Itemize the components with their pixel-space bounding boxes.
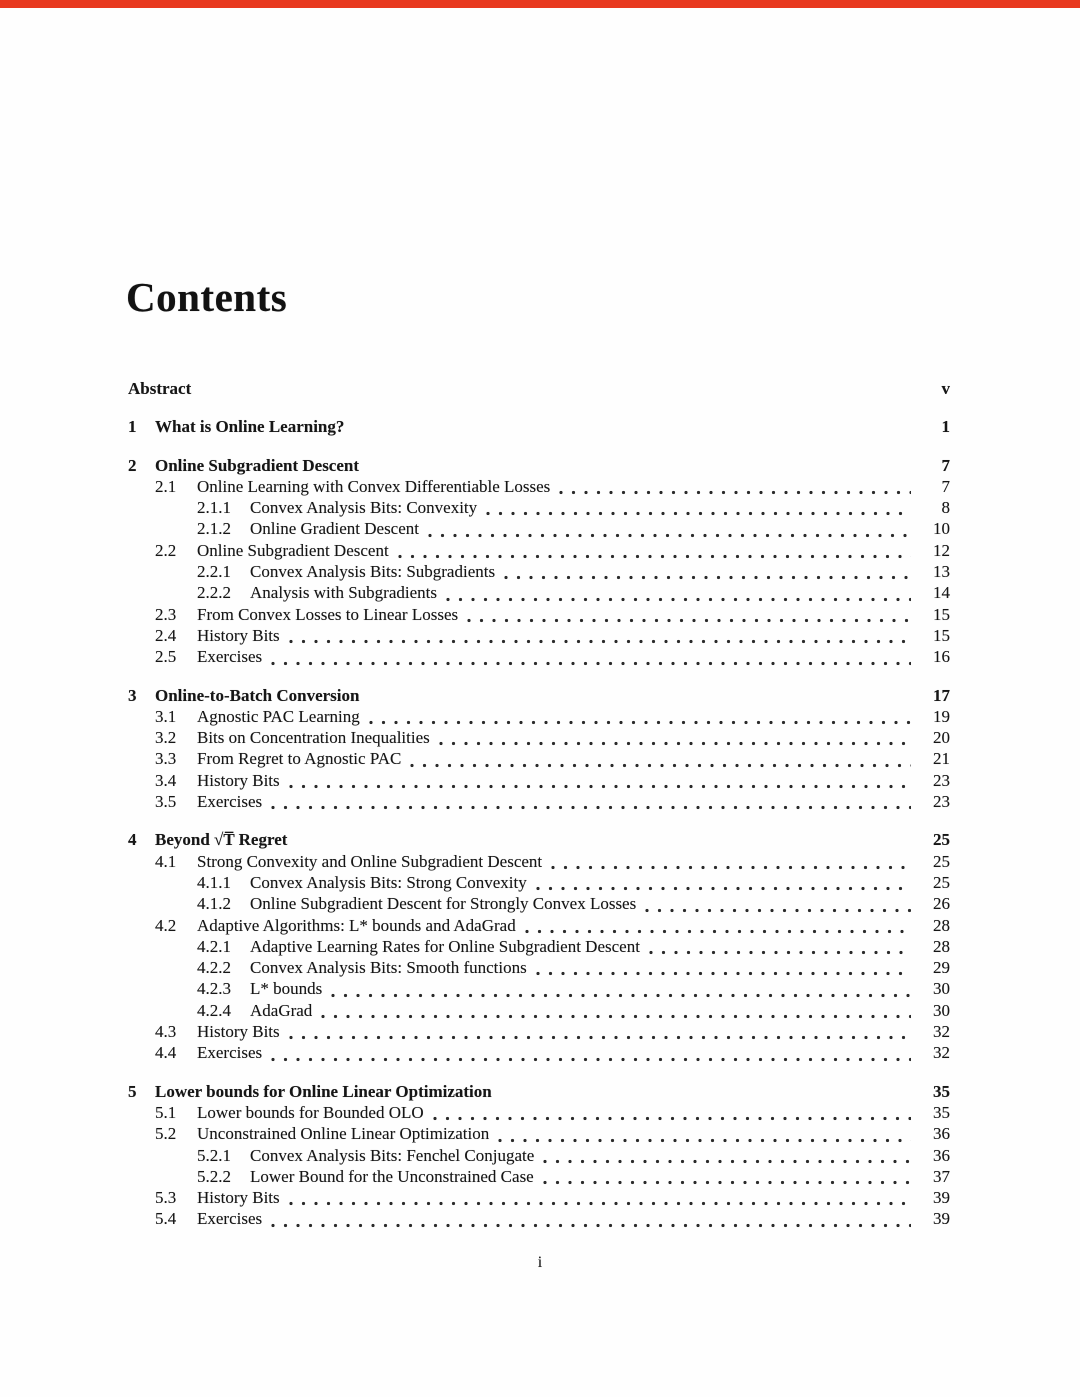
toc-entry-number: 4: [128, 830, 137, 850]
toc-entry-page: 15: [933, 604, 950, 624]
toc-entry-page: 13: [933, 562, 950, 582]
toc-entry-title: History Bits: [197, 625, 280, 645]
toc-row: [128, 958, 950, 979]
toc-entry-page: 19: [933, 706, 950, 726]
dot-leader: [501, 1095, 911, 1100]
dot-leader: [331, 993, 911, 998]
toc-entry-number: 2.3: [155, 604, 177, 624]
toc-entry-page: 14: [933, 583, 950, 603]
toc-entry-page: v: [941, 379, 950, 398]
toc-entry-page: 8: [941, 498, 950, 518]
toc-entry-title: Adaptive Learning Rates for Online Subgradient Descent: [250, 936, 640, 956]
toc-entry-number: 2.1: [155, 476, 177, 496]
toc-entry-number: 2: [128, 455, 137, 475]
toc-entry-title: Abstract: [128, 379, 192, 398]
toc-entry-page: 30: [933, 1000, 950, 1020]
dot-leader: [645, 908, 911, 913]
toc-row: [128, 830, 950, 851]
toc-entry-page: 7: [941, 455, 950, 475]
toc-entry-page: 23: [933, 792, 950, 812]
toc-entry-title: Agnostic PAC Learning: [197, 706, 360, 726]
toc-entry-page: 21: [933, 749, 950, 769]
toc-entry-page: 25: [933, 872, 950, 892]
toc-row: [128, 647, 950, 668]
dot-leader: [559, 490, 911, 495]
toc-entry-number: 4.2.2: [197, 958, 231, 978]
toc-entry-title: Online Subgradient Descent: [197, 540, 389, 560]
toc-entry-title: L* bounds: [250, 979, 323, 999]
dot-leader: [271, 1057, 911, 1062]
toc-entry-number: 4.2.3: [197, 979, 231, 999]
toc-entry-page: 20: [933, 728, 950, 748]
toc-row: [128, 852, 950, 873]
toc-row: [128, 1124, 950, 1145]
toc-entry-number: 3: [128, 685, 137, 705]
toc-row: [128, 1146, 950, 1167]
toc-entry-page: 25: [933, 830, 950, 850]
dot-leader: [486, 511, 911, 516]
dot-leader: [200, 392, 911, 397]
toc-row: [128, 1022, 950, 1043]
toc-entry-title: Online-to-Batch Conversion: [155, 685, 360, 705]
toc-row: [128, 417, 950, 438]
dot-leader: [536, 971, 911, 976]
toc-entry-page: 35: [933, 1102, 950, 1122]
toc-entry-title: Adaptive Algorithms: L* bounds and AdaGrad: [197, 915, 516, 935]
toc-row: [128, 749, 950, 770]
toc-row: [128, 583, 950, 604]
toc-entry-title: Convex Analysis Bits: Smooth functions: [250, 958, 527, 978]
toc-entry-page: 39: [933, 1209, 950, 1229]
toc-entry-page: 29: [933, 958, 950, 978]
dot-leader: [369, 720, 911, 725]
dot-leader: [543, 1180, 911, 1185]
toc-row: [128, 379, 950, 400]
toc-row: [128, 1209, 950, 1230]
toc-entry-title: Analysis with Subgradients: [250, 583, 437, 603]
toc-entry-number: 3.1: [155, 706, 177, 726]
toc-entry-number: 1: [128, 417, 137, 437]
toc-entry-page: 28: [933, 936, 950, 956]
dot-leader: [504, 575, 911, 580]
toc-entry-title: Convex Analysis Bits: Strong Convexity: [250, 872, 527, 892]
toc-entry-number: 2.1.1: [197, 498, 231, 518]
toc-entry-number: 5.3: [155, 1188, 177, 1208]
toc-row: [128, 477, 950, 498]
toc-entry-title: Beyond √T̅ Regret: [155, 830, 288, 850]
dot-leader: [433, 1116, 911, 1121]
toc-row: [128, 894, 950, 915]
toc-row: [128, 686, 950, 707]
toc-entry-number: 4.2.4: [197, 1000, 231, 1020]
dot-leader: [353, 431, 911, 436]
toc-entry-title: Bits on Concentration Inequalities: [197, 728, 430, 748]
toc-row: [128, 873, 950, 894]
toc-entry-title: From Regret to Agnostic PAC: [197, 749, 402, 769]
toc-entry-title: Unconstrained Online Linear Optimization: [197, 1124, 490, 1144]
toc-entry-page: 36: [933, 1124, 950, 1144]
toc-row: [128, 707, 950, 728]
toc-row: [128, 1188, 950, 1209]
toc-row: [128, 605, 950, 626]
toc-entry-page: 1: [941, 417, 950, 437]
dot-leader: [296, 844, 911, 849]
footer-page-number: i: [537, 1254, 543, 1271]
toc-entry-number: 2.2: [155, 540, 177, 560]
dot-leader: [525, 929, 911, 934]
dot-leader: [439, 741, 911, 746]
toc-entry-page: 37: [933, 1166, 950, 1186]
toc-entry-title: Convex Analysis Bits: Fenchel Conjugate: [250, 1145, 535, 1165]
toc-entry-number: 5.2.2: [197, 1166, 231, 1186]
toc-entry-number: 4.4: [155, 1043, 177, 1063]
toc-entry-page: 17: [933, 685, 950, 705]
toc-entry-number: 2.2.1: [197, 562, 231, 582]
toc-row: [128, 916, 950, 937]
dot-leader: [649, 950, 911, 955]
toc-row: [128, 1167, 950, 1188]
toc-entry-title: Online Subgradient Descent for Strongly Convex Losses: [250, 894, 637, 914]
toc-entry-title: Lower bounds for Online Linear Optimization: [155, 1081, 492, 1101]
toc-entry-page: 39: [933, 1188, 950, 1208]
toc-entry-title: Lower bounds for Bounded OLO: [197, 1102, 424, 1122]
dot-leader: [368, 469, 911, 474]
toc-entry-number: 3.4: [155, 770, 177, 790]
toc-entry-number: 3.5: [155, 792, 177, 812]
dot-leader: [536, 886, 911, 891]
toc-entry-number: 2.2.2: [197, 583, 231, 603]
dot-leader: [398, 554, 911, 559]
top-accent-bar: [0, 0, 1080, 8]
toc-row: [128, 541, 950, 562]
toc-row: [128, 792, 950, 813]
toc-row: [128, 979, 950, 1000]
dot-leader: [543, 1159, 911, 1164]
toc-entry-page: 25: [933, 851, 950, 871]
toc-entry-page: 10: [933, 519, 950, 539]
toc-entry-title: History Bits: [197, 1188, 280, 1208]
toc-entry-number: 4.2: [155, 915, 177, 935]
toc-entry-number: 5.2: [155, 1124, 177, 1144]
toc-entry-page: 12: [933, 540, 950, 560]
dot-leader: [271, 1223, 911, 1228]
toc-entry-number: 4.3: [155, 1022, 177, 1042]
toc-entry-title: History Bits: [197, 770, 280, 790]
toc-entry-number: 3.3: [155, 749, 177, 769]
toc-entry-page: 28: [933, 915, 950, 935]
toc-entry-page: 35: [933, 1081, 950, 1101]
dot-leader: [271, 805, 911, 810]
dot-leader: [271, 661, 911, 666]
toc-entry-title: Strong Convexity and Online Subgradient Descent: [197, 851, 543, 871]
toc-entry-title: Online Gradient Descent: [250, 519, 419, 539]
toc-row: [128, 728, 950, 749]
toc-row: [128, 771, 950, 792]
toc-entry-number: 2.5: [155, 647, 177, 667]
toc-row: [128, 1103, 950, 1124]
toc-entry-page: 7: [941, 476, 950, 496]
dot-leader: [551, 865, 911, 870]
toc-entry-page: 23: [933, 770, 950, 790]
toc-row: [128, 1043, 950, 1064]
toc-entry-title: What is Online Learning?: [155, 417, 345, 437]
toc-entry-page: 36: [933, 1145, 950, 1165]
dot-leader: [289, 1201, 911, 1206]
toc-entry-title: Lower Bound for the Unconstrained Case: [250, 1166, 534, 1186]
toc-entry-number: 4.2.1: [197, 936, 231, 956]
toc-entry-page: 32: [933, 1022, 950, 1042]
toc-entry-title: Exercises: [197, 792, 263, 812]
page-title: Contents: [126, 274, 288, 321]
toc-entry-title: History Bits: [197, 1022, 280, 1042]
dot-leader: [321, 1014, 911, 1019]
toc-entry-number: 2.4: [155, 625, 177, 645]
toc-entry-page: 15: [933, 625, 950, 645]
toc-entry-title: From Convex Losses to Linear Losses: [197, 604, 459, 624]
toc-entry-number: 5.1: [155, 1102, 177, 1122]
toc-entry-title: Exercises: [197, 647, 263, 667]
toc-row: [128, 562, 950, 583]
toc-entry-title: Exercises: [197, 1209, 263, 1229]
dot-leader: [428, 533, 911, 538]
toc-list: [128, 379, 950, 1231]
toc-entry-title: Online Learning with Convex Differentiable Losses: [197, 476, 551, 496]
toc-entry-title: Online Subgradient Descent: [155, 455, 360, 475]
toc-row: [128, 456, 950, 477]
dot-leader: [368, 699, 911, 704]
toc-entry-number: 4.1.1: [197, 872, 231, 892]
toc-row: [128, 498, 950, 519]
toc-row: [128, 1001, 950, 1022]
toc-entry-number: 4.1.2: [197, 894, 231, 914]
toc-row: [128, 1082, 950, 1103]
toc-entry-number: 5.2.1: [197, 1145, 231, 1165]
toc-entry-number: 5: [128, 1081, 137, 1101]
toc-entry-number: 4.1: [155, 851, 177, 871]
toc-entry-number: 3.2: [155, 728, 177, 748]
toc-entry-number: 5.4: [155, 1209, 177, 1229]
toc-entry-page: 26: [933, 894, 950, 914]
dot-leader: [467, 618, 911, 623]
dot-leader: [289, 639, 911, 644]
toc-entry-page: 16: [933, 647, 950, 667]
dot-leader: [289, 1035, 911, 1040]
dot-leader: [289, 784, 911, 789]
toc-row: [128, 937, 950, 958]
dot-leader: [446, 597, 911, 602]
toc-entry-number: 2.1.2: [197, 519, 231, 539]
toc-entry-page: 32: [933, 1043, 950, 1063]
toc-entry-title: Exercises: [197, 1043, 263, 1063]
toc-entry-title: Convex Analysis Bits: Subgradients: [250, 562, 496, 582]
dot-leader: [498, 1138, 911, 1143]
toc-entry-title: Convex Analysis Bits: Convexity: [250, 498, 478, 518]
toc-row: [128, 519, 950, 540]
dot-leader: [410, 763, 911, 768]
toc-entry-title: AdaGrad: [250, 1000, 313, 1020]
toc-entry-page: 30: [933, 979, 950, 999]
toc-row: [128, 626, 950, 647]
